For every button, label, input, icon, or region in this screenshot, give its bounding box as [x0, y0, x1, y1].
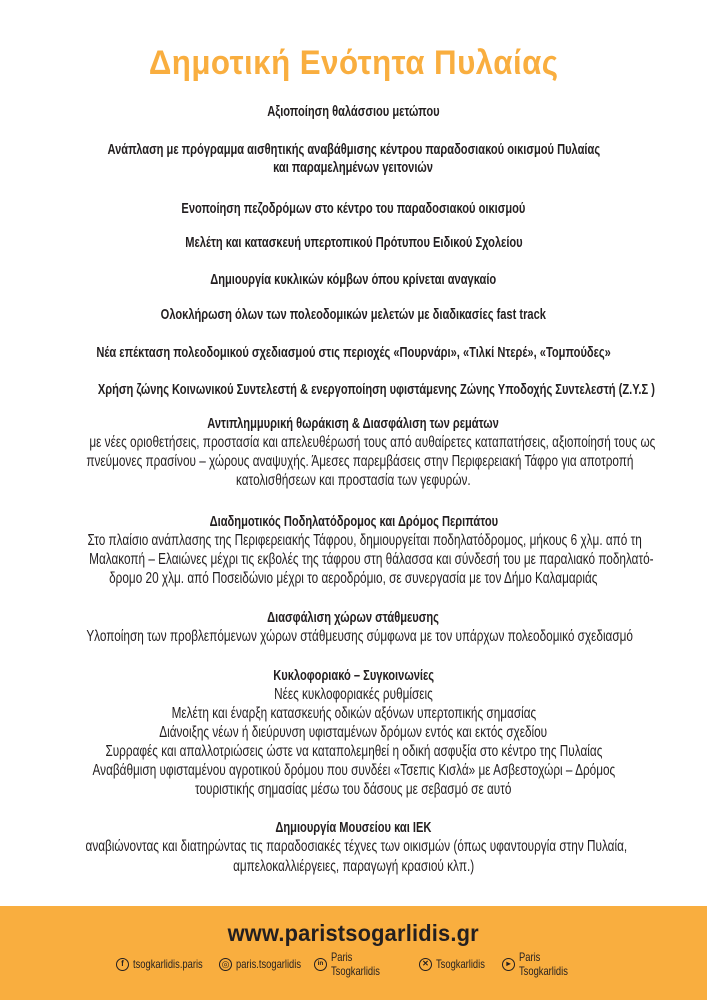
section-title-text: Αντιπλημμυρική θωράκιση & Διασφάλιση των ρεμάτων [207, 415, 500, 432]
section-line [0, 723, 707, 742]
facebook-icon: f [116, 958, 129, 971]
social-linkedin-wrap [331, 950, 403, 978]
social-instagram-wrap [236, 957, 302, 971]
youtube-icon: ▸ [502, 958, 515, 971]
website-link-text[interactable]: www.paristsogarlidis.gr [227, 920, 480, 946]
linkedin-icon: in [314, 958, 327, 971]
social-x[interactable] [419, 957, 486, 971]
social-linkedin-label[interactable]: Paris Tsogkarlidis [331, 950, 380, 978]
section-title-text: Κυκλοφοριακό – Συγκοινωνίες [273, 667, 434, 684]
section-line [0, 742, 707, 761]
list-item [0, 381, 707, 399]
section-line [0, 780, 707, 799]
social-instagram[interactable] [219, 957, 302, 971]
list-item-text: Αξιοποίηση θαλάσσιου μετώπου [267, 103, 440, 120]
list-item-text: και παραμελημένων γειτονιών [273, 159, 434, 176]
section-title-text: Διαδημοτικός Ποδηλατόδρομος και Δρόμος Περιπάτου [209, 513, 498, 530]
section-line [0, 452, 707, 471]
section-line [0, 704, 707, 723]
social-facebook[interactable] [116, 957, 203, 971]
section-line [0, 433, 707, 452]
section-title [0, 819, 707, 837]
section-line-text: κατολισθήσεων και προστασία των γεφυρών. [236, 472, 471, 489]
section-line [0, 685, 707, 704]
section-line [0, 531, 707, 550]
x-icon: ✕ [419, 958, 432, 971]
section-title-text: Διασφάλιση χώρων στάθμευσης [267, 609, 440, 626]
section-line-text: αναβιώνοντας και διατηρώντας τις παραδοσιακές τέχνες των οικισμών (όπως υφαντουργία στην Πυλαία, [85, 838, 628, 855]
section-line-text: Υλοποίηση των προβλεπόμενων χώρων στάθμευσης σύμφωνα με τον υπάρχων πολεοδομικό σχεδιασμό [86, 628, 633, 645]
page-title-text: Δημοτική Ενότητα Πυλαίας [148, 44, 559, 82]
social-x-wrap [436, 957, 486, 971]
section-title [0, 415, 707, 433]
list-item [0, 103, 707, 121]
section-line-text: τουριστικής σημασίας μέσω του δάσους με σεβασμό σε αυτό [195, 781, 512, 798]
social-youtube-label[interactable]: Paris Tsogkarlidis [519, 950, 568, 978]
social-facebook-wrap [133, 957, 203, 971]
section-line [0, 627, 707, 646]
list-item [0, 306, 707, 324]
list-item-text: Δημιουργία κυκλικών κόμβων όπου κρίνεται αναγκαίο [210, 271, 497, 288]
list-item [0, 344, 707, 362]
social-instagram-label[interactable]: paris.tsogarlidis [236, 957, 302, 971]
section-line [0, 761, 707, 780]
list-item [0, 271, 707, 289]
section-line-text: πνεύμονες πρασίνου – χώρους αναψυχής. Άμεσες παρεμβάσεις στην Περιφερειακή Τάφρο για αποτροπή [86, 453, 634, 470]
section-line-text: Μελέτη και έναρξη κατασκευής οδικών αξόνων υπερτοπικής σημασίας [171, 705, 536, 722]
page-title [0, 44, 707, 83]
instagram-icon: ◎ [219, 958, 232, 971]
section-line-text: Διάνοιξης νέων ή διεύρυνση υφισταμένων δρόμων εντός και εκτός σχεδίου [159, 724, 548, 741]
social-facebook-label[interactable]: tsogkarlidis.paris [133, 957, 203, 971]
section-line-text: Αναβάθμιση υφισταμένου αγροτικού δρόμου που συνδέει «Τσεπις Κισλά» με Ασβεστοχώρι – Δρόμος [92, 762, 615, 779]
list-item [0, 141, 707, 159]
section-line-text: δρομο 20 χλμ. από Ποσειδώνιο μέχρι το αεροδρόμιο, σε συνεργασία με τον Δήμο Καλαμαριάς [109, 570, 598, 587]
section-line-text: Συρραφές και απαλλοτριώσεις ώστε να καταπολεμηθεί η οδική ασφυξία στο κέντρο της Πυλαίας [105, 743, 602, 760]
section-line-text: Στο πλαίσιο ανάπλασης της Περιφερειακής Τάφρου, δημιουργείται ποδηλατόδρομος, μήκους 6 χλμ. από τη [87, 532, 642, 549]
list-item-text: Ολοκλήρωση όλων των πολεοδομικών μελετών με διαδικασίες fast track [160, 306, 547, 323]
list-item-text: Ανάπλαση με πρόγραμμα αισθητικής αναβάθμισης κέντρου παραδοσιακού οικισμού Πυλαίας [107, 141, 600, 158]
list-item [0, 234, 707, 252]
list-item-text: Μελέτη και κατασκευή υπερτοπικού Πρότυπου Ειδικού Σχολείου [184, 234, 523, 251]
section-line [0, 550, 707, 569]
social-linkedin[interactable] [314, 950, 403, 978]
social-youtube-wrap [519, 950, 591, 978]
section-title [0, 667, 707, 685]
social-youtube[interactable] [502, 950, 591, 978]
section-line [0, 569, 707, 588]
section-title-text: Δημιουργία Μουσείου και ΙΕΚ [275, 819, 432, 836]
list-item-continued [0, 159, 707, 177]
social-x-label[interactable]: Tsogkarlidis [436, 957, 485, 971]
section-line-text: Νέες κυκλοφοριακές ρυθμίσεις [274, 686, 433, 703]
list-item-text: Ενοποίηση πεζοδρόμων στο κέντρο του παραδοσιακού οικισμού [181, 200, 526, 217]
section-line-text: με νέες οριοθετήσεις, προστασία και απελευθέρωσή τους από αυθαίρετες καταπατήσεις, αξιοποίησή τους ως [89, 434, 656, 451]
section-line-text: Μαλακοπή – Ελαιώνες μέχρι τις εκβολές της τάφρου στη θάλασσα και σύνδεσή του με παραλιακό ποδηλατό- [89, 551, 654, 568]
section-title [0, 609, 707, 627]
section-line [0, 857, 707, 876]
social-links [0, 950, 707, 978]
website-link[interactable] [0, 920, 707, 947]
section-line [0, 837, 707, 856]
section-line [0, 471, 707, 490]
list-item-text: Νέα επέκταση πολεοδομικού σχεδιασμού στις περιοχές «Πουρνάρι», «Τιλκί Ντερέ», «Τομπούδες» [96, 344, 611, 361]
list-item-text: Χρήση ζώνης Κοινωνικού Συντελεστή & ενεργοποίηση υφιστάμενης Ζώνης Υποδοχής Συντελεστή (Ζ.Υ.Σ ) [97, 381, 655, 398]
list-item [0, 200, 707, 218]
section-line-text: αμπελοκαλλιέργειες, παραγωγή κρασιού κλπ.) [232, 858, 475, 875]
section-title [0, 513, 707, 531]
